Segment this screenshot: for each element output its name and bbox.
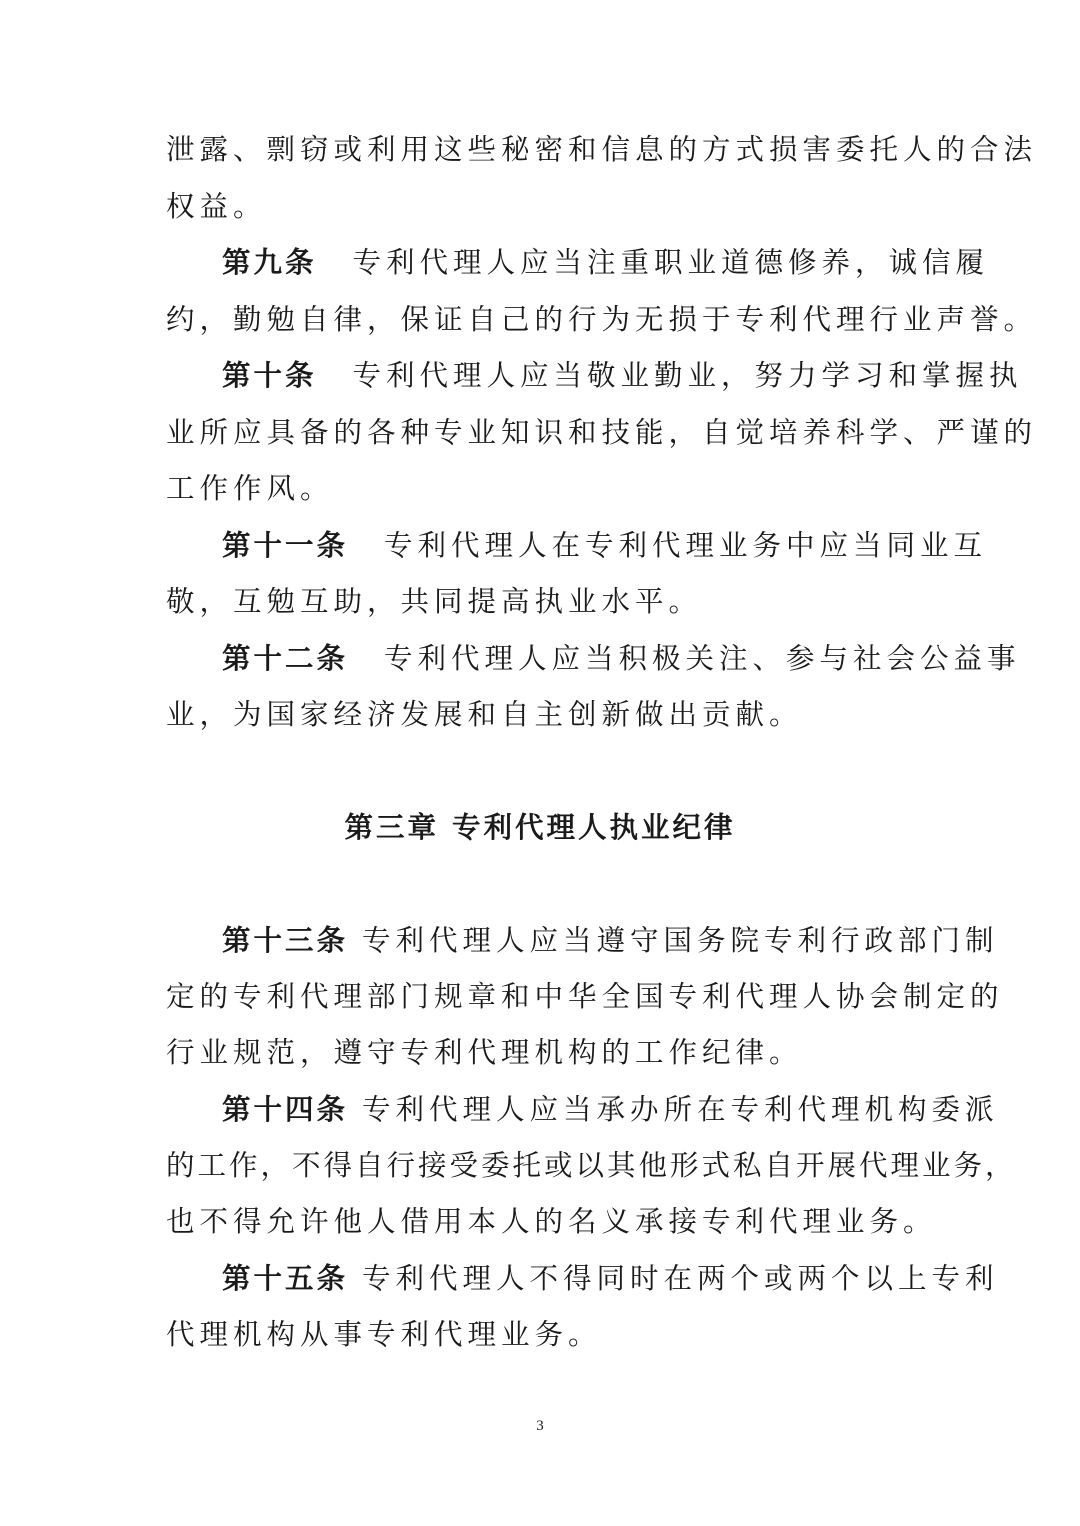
- article-text: 专利代理人应当敬业勤业，努力学习和掌握执: [352, 359, 1023, 392]
- text-line: 定的专利代理部门规章和中华全国专利代理人协会制定的: [166, 980, 1004, 1013]
- article-text: 专利代理人应当遵守国务院专利行政部门制: [362, 924, 999, 957]
- article-text: 专利代理人应当注重职业道德修养，诚信履: [352, 246, 990, 279]
- article-label: 第十二条: [222, 642, 349, 675]
- text-line: 敬，互勉互助，共同提高执业水平。: [166, 585, 703, 618]
- article-label: 第十五条: [222, 1262, 349, 1295]
- page-number: 3: [536, 1418, 544, 1434]
- article-10-first-line: [222, 356, 1023, 396]
- text-line: 业，为国家经济发展和自主创新做出贡献。: [166, 698, 803, 731]
- article-9-first-line: [222, 243, 989, 283]
- text-line: 工作作风。: [166, 472, 334, 505]
- article-text: 专利代理人在专利代理业务中应当同业互: [384, 529, 988, 562]
- text-line: 行业规范，遵守专利代理机构的工作纪律。: [166, 1036, 803, 1069]
- text-line: 泄露、剽窃或利用这些秘密和信息的方式损害委托人的合法: [166, 133, 1038, 166]
- article-13-first-line: [222, 921, 999, 961]
- article-label: 第十三条: [222, 924, 349, 957]
- text-line: 的工作，不得自行接受委托或以其他形式私自开展代理业务，: [166, 1149, 1017, 1182]
- article-text: 专利代理人应当承办所在专利代理机构委派: [362, 1093, 999, 1126]
- text-line: 代理机构从事专利代理业务。: [166, 1318, 602, 1351]
- article-14-first-line: [222, 1090, 999, 1130]
- text-line: 业所应具备的各种专业知识和技能，自觉培养科学、严谨的: [166, 416, 1038, 449]
- text-line: 也不得允许他人借用本人的名义承接专利代理业务。: [166, 1205, 937, 1238]
- article-label: 第十一条: [222, 529, 349, 562]
- article-12-first-line: [222, 639, 1021, 679]
- text-line: 权益。: [166, 190, 267, 223]
- text-line: 约，勤勉自律，保证自己的行为无损于专利代理行业声誉。: [166, 303, 1038, 336]
- article-label: 第九条: [222, 246, 317, 279]
- article-text: 专利代理人应当积极关注、参与社会公益事: [384, 642, 1021, 675]
- article-11-first-line: [222, 526, 987, 566]
- article-15-first-line: [222, 1259, 999, 1299]
- chapter-title: 第三章 专利代理人执业纪律: [344, 811, 736, 844]
- article-label: 第十条: [222, 359, 317, 392]
- article-text: 专利代理人不得同时在两个或两个以上专利: [362, 1262, 999, 1295]
- article-label: 第十四条: [222, 1093, 349, 1126]
